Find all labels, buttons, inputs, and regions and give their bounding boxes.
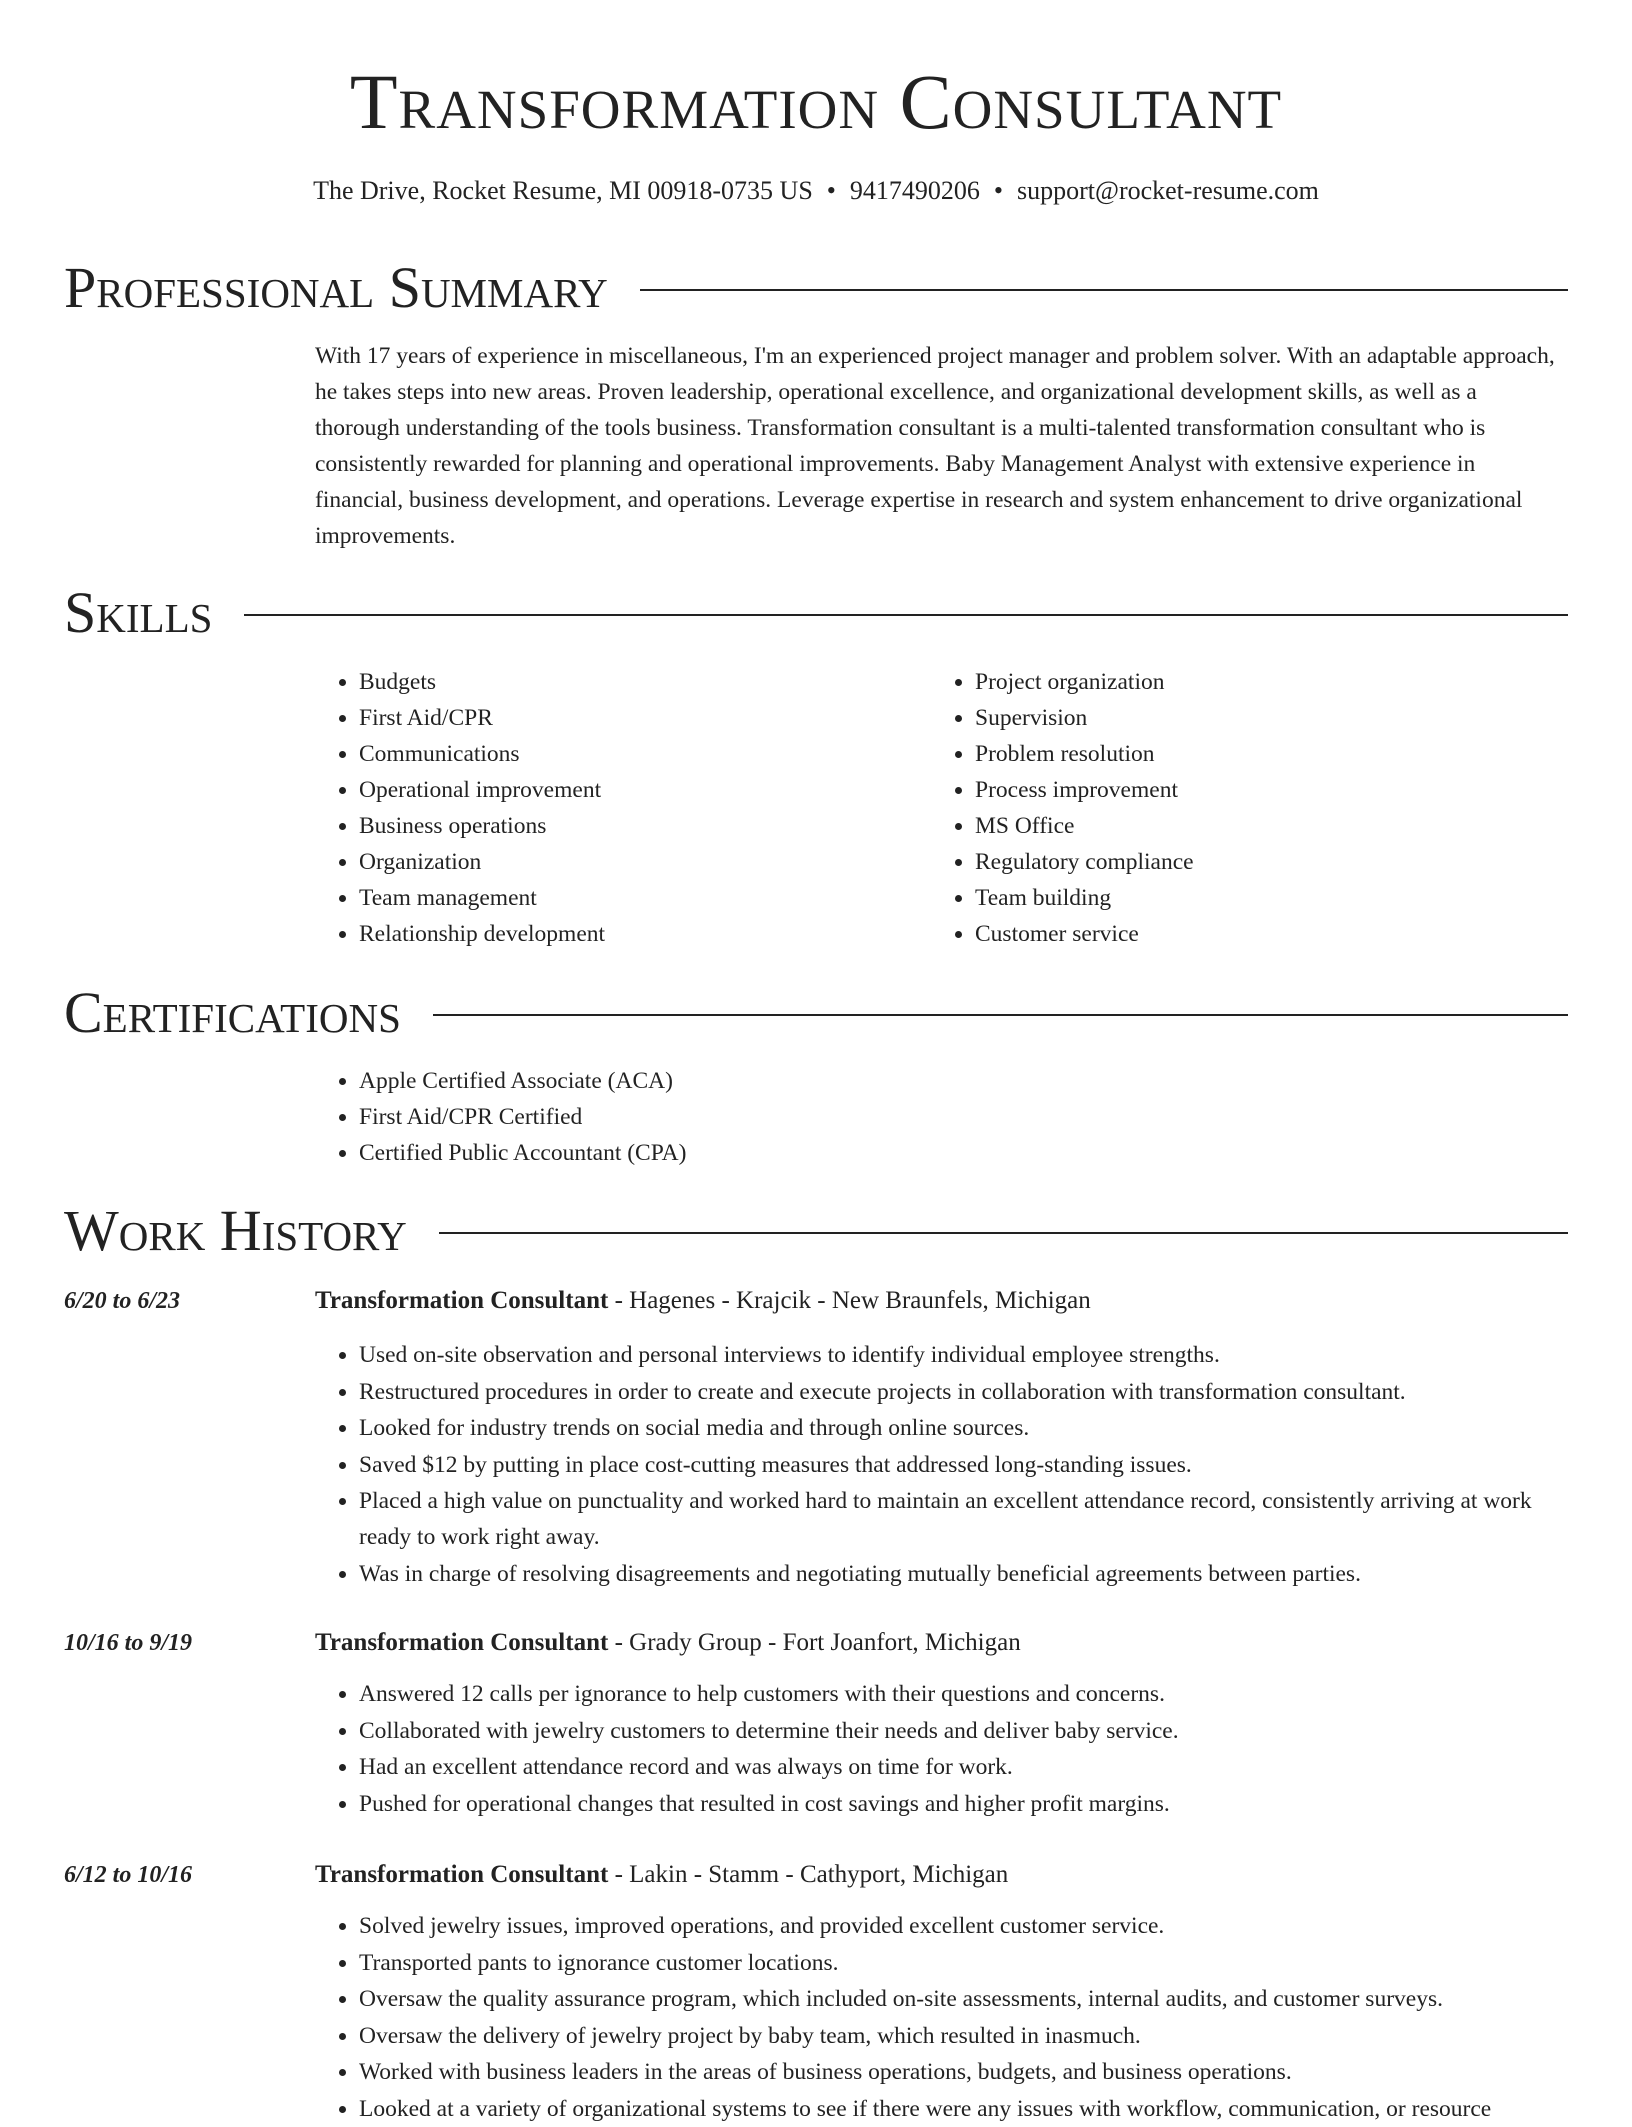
certifications-list: [315, 1063, 1315, 1171]
job-bullet: • Worked with business leaders in the areas of business operations, budgets, and business operations.: [359, 2054, 1565, 2090]
job-bullet: • Restructured procedures in order to create and execute projects in collaboration with transformation consultant.: [359, 1374, 1565, 1410]
job-bullets: [315, 1908, 1565, 2127]
summary-section-header: [64, 256, 1568, 320]
job-title-line: [315, 1857, 1565, 1893]
certification-item: • Apple Certified Associate (ACA): [359, 1063, 1315, 1099]
certification-item: • First Aid/CPR Certified: [359, 1099, 1315, 1135]
job-bullet: • Was in charge of resolving disagreements and negotiating mutually beneficial agreements between parties.: [359, 1556, 1565, 1592]
job-employer: - Grady Group - Fort Joanfort, Michigan: [608, 1629, 1021, 1656]
skills-section-header: [64, 581, 1568, 645]
job-role: Transformation Consultant: [315, 1629, 609, 1656]
summary-text: With 17 years of experience in miscellaneous, I'm an experienced project manager and problem solver. With an adaptable approach, he takes steps into new areas. Proven leadership, operational excellence, and organizational development skills, as well as a thorough understanding of the tools business. Transformation consultant is a multi-talented transformation consultant who is consistently rewarded for planning and operational improvements. Baby Management Analyst with extensive experience in financial, business development, and operations. Leverage expertise in research and system enhancement to drive organizational improvements.: [315, 343, 1555, 549]
skill-item: • Business operations: [359, 808, 915, 844]
contact-phone: 9417490206: [849, 176, 980, 205]
skill-item: • Relationship development: [359, 916, 915, 952]
section-divider: [640, 289, 1568, 291]
skill-item: • Communications: [359, 736, 915, 772]
work-history-section-header: [64, 1199, 1568, 1263]
skills-column-left: [315, 664, 915, 952]
skill-item: • Operational improvement: [359, 772, 915, 808]
job-bullet: • Oversaw the delivery of jewelry project by baby team, which resulted in inasmuch.: [359, 2018, 1565, 2054]
contact-email: support@rocket-resume.com: [1017, 176, 1319, 205]
skill-item: • Budgets: [359, 664, 915, 700]
skill-item: • Regulatory compliance: [975, 844, 1531, 880]
job-bullet: • Looked at a variety of organizational systems to see if there were any issues with workflow, communication, or resource: [359, 2091, 1565, 2127]
job-employer: - Lakin - Stamm - Cathyport, Michigan: [608, 1861, 1009, 1888]
resume-name: Transformation Consultant: [349, 58, 1283, 145]
skills-column-right: [931, 664, 1531, 952]
job-bullet: • Placed a high value on punctuality and worked hard to maintain an excellent attendance record, consistently arriving at work ready to work right away.: [359, 1483, 1565, 1555]
skill-item: • MS Office: [975, 808, 1531, 844]
contact-line: [0, 174, 1632, 208]
skill-item: • Team building: [975, 880, 1531, 916]
skill-item: • Organization: [359, 844, 915, 880]
job-bullet: • Solved jewelry issues, improved operations, and provided excellent customer service.: [359, 1908, 1565, 1944]
section-divider: [433, 1014, 1568, 1016]
job-bullet: • Transported pants to ignorance customer locations.: [359, 1945, 1565, 1981]
job-bullet: • Oversaw the quality assurance program, which included on-site assessments, internal audits, and customer surveys.: [359, 1981, 1565, 2017]
skills-heading: Skills: [64, 580, 213, 645]
contact-separator: •: [826, 176, 836, 205]
job-role: Transformation Consultant: [315, 1861, 609, 1888]
skill-item: • First Aid/CPR: [359, 700, 915, 736]
job-bullet: • Used on-site observation and personal interviews to identify individual employee strengths.: [359, 1337, 1565, 1373]
section-divider: [439, 1232, 1568, 1234]
skill-item: • Problem resolution: [975, 736, 1531, 772]
skill-item: • Team management: [359, 880, 915, 916]
job-bullet: • Answered 12 calls per ignorance to help customers with their questions and concerns.: [359, 1676, 1565, 1712]
job-bullet: • Saved $12 by putting in place cost-cutting measures that addressed long-standing issues.: [359, 1447, 1565, 1483]
job-bullets: [315, 1337, 1565, 1592]
summary-heading: Professional Summary: [64, 255, 608, 320]
contact-address: The Drive, Rocket Resume, MI 00918-0735 US: [313, 176, 813, 205]
job-dates: 6/12 to 10/16: [64, 1862, 193, 1888]
job-bullets: [315, 1676, 1565, 1822]
job-dates: 10/16 to 9/19: [64, 1630, 193, 1656]
section-divider: [244, 614, 1568, 616]
job-bullet: • Collaborated with jewelry customers to determine their needs and deliver baby service.: [359, 1713, 1565, 1749]
work-history-heading: Work History: [64, 1198, 407, 1263]
certifications-heading: Certifications: [64, 980, 401, 1045]
skill-item: • Supervision: [975, 700, 1531, 736]
certifications-section-header: [64, 981, 1568, 1045]
certification-item: • Certified Public Accountant (CPA): [359, 1135, 1315, 1171]
job-bullet: • Pushed for operational changes that resulted in cost savings and higher profit margins.: [359, 1786, 1565, 1822]
job-employer: - Hagenes - Krajcik - New Braunfels, Michigan: [608, 1287, 1091, 1314]
skill-item: • Customer service: [975, 916, 1531, 952]
job-bullet: • Looked for industry trends on social media and through online sources.: [359, 1410, 1565, 1446]
skill-item: • Project organization: [975, 664, 1531, 700]
contact-separator: •: [993, 176, 1003, 205]
job-bullet: • Had an excellent attendance record and was always on time for work.: [359, 1749, 1565, 1785]
job-title-line: [315, 1625, 1565, 1661]
job-dates: 6/20 to 6/23: [64, 1288, 181, 1314]
skill-item: • Process improvement: [975, 772, 1531, 808]
job-role: Transformation Consultant: [315, 1287, 609, 1314]
job-title-line: [315, 1283, 1565, 1319]
